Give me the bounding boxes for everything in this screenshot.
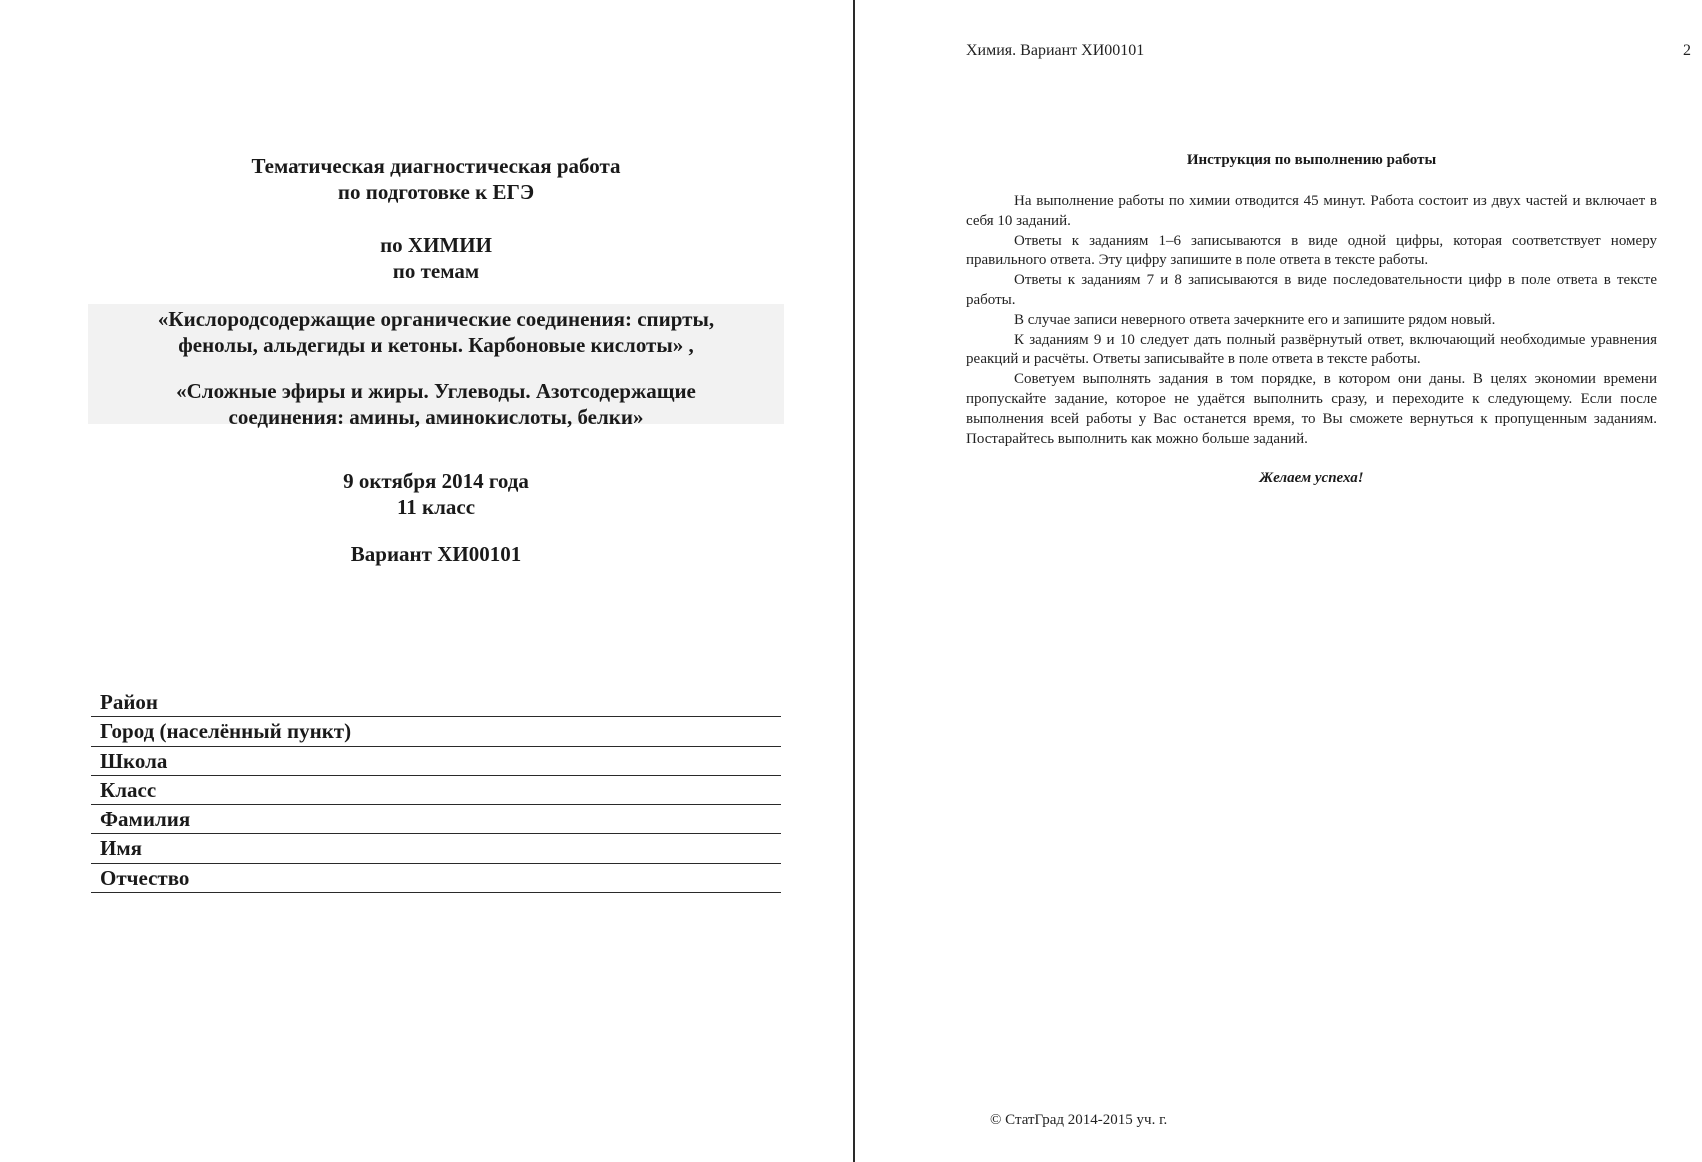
field-school[interactable]: Школа [91, 747, 781, 776]
topic-1 [98, 306, 774, 358]
instructions-page [855, 0, 1702, 1162]
variant: Вариант ХИ00101 [350, 542, 522, 566]
field-patronymic[interactable]: Отчество [91, 864, 781, 893]
instructions-title: Инструкция по выполнению работы [1186, 152, 1437, 168]
topic-1-line-1: «Кислородсодержащие органические соединения: спирты, [157, 307, 715, 331]
field-district[interactable]: Район [91, 688, 781, 717]
paragraph: Ответы к заданиям 1–6 записываются в виде одной цифры, которая соответствует номеру правильного ответа. Эту цифру запишите в поле ответа в тексте работы. [966, 232, 1657, 269]
paragraph: На выполнение работы по химии отводится 45 минут. Работа состоит из двух частей и включает в себя 10 заданий. [966, 193, 1657, 229]
field-surname[interactable]: Фамилия [91, 805, 781, 834]
field-city[interactable]: Город (населённый пункт) [91, 717, 781, 746]
subject-line-1: по ХИМИИ [380, 233, 492, 257]
field-name[interactable]: Имя [91, 834, 781, 863]
title-line-2: по подготовке к ЕГЭ [337, 180, 535, 204]
good-luck-wish: Желаем успеха! [1259, 470, 1364, 486]
paragraph: Советуем выполнять задания в том порядке, в котором они даны. В целях экономии времени пропускайте задание, которое не удаётся выполнить сразу, и переходите к следующему. Если после выполнения всей работы у Вас останется время, то Вы сможете вернуться к пропущенным заданиям. Постарайтесь выполнить как можно больше заданий. [966, 371, 1657, 447]
copyright-footer: © СтатГрад 2014-2015 уч. г. [990, 1112, 1168, 1128]
page-number: 2 [1683, 42, 1691, 59]
topic-2-line-2: соединения: амины, аминокислоты, белки» [228, 405, 644, 429]
instructions-body [966, 192, 1657, 449]
paragraph: В случае записи неверного ответа зачеркните его и запишите рядом новый. [1014, 311, 1496, 328]
grade: 11 класс [396, 495, 476, 519]
paragraph: К заданиям 9 и 10 следует дать полный развёрнутый ответ, включающий необходимые уравнения реакций и расчёты. Ответы записывайте в поле ответа в тексте работы. [966, 331, 1657, 368]
exam-date: 9 октября 2014 года [343, 469, 529, 493]
title-line-1: Тематическая диагностическая работа [251, 154, 621, 178]
subject-line-2: по темам [392, 259, 480, 283]
field-class[interactable]: Класс [91, 776, 781, 805]
running-header: Химия. Вариант ХИ00101 [966, 42, 1145, 59]
student-info-form [91, 688, 781, 893]
topic-2-line-1: «Сложные эфиры и жиры. Углеводы. Азотсодержащие [176, 379, 696, 403]
date-block [88, 468, 784, 520]
work-title [88, 153, 784, 205]
topic-2 [98, 378, 774, 430]
subject-block [88, 232, 784, 284]
paragraph: Ответы к заданиям 7 и 8 записываются в виде последовательности цифр в поле ответа в тексте работы. [966, 272, 1657, 308]
topic-1-line-2: фенолы, альдегиды и кетоны. Карбоновые кислоты» , [178, 333, 694, 357]
